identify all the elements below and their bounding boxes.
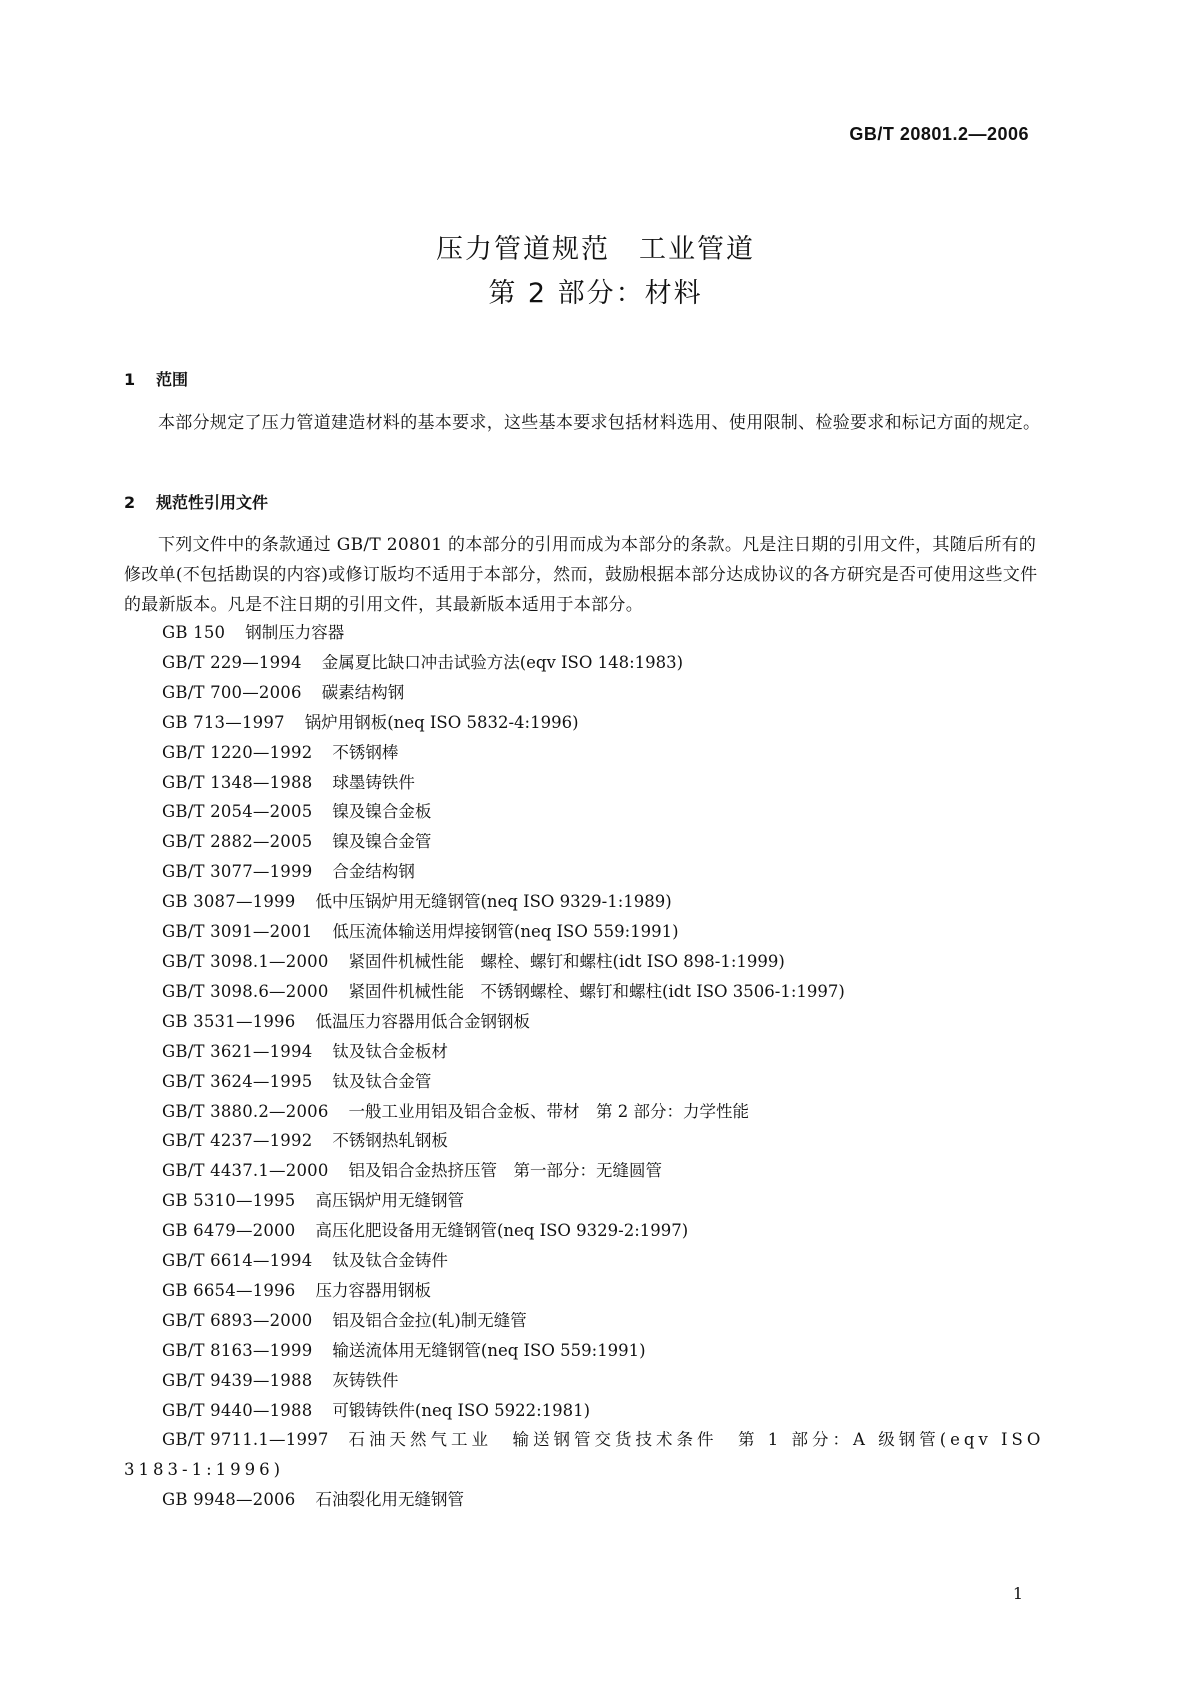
reference-code: GB/T 1348—1988 [162, 772, 313, 792]
reference-code: GB/T 4237—1992 [162, 1131, 313, 1151]
reference-code: GB/T 1220—1992 [162, 742, 313, 762]
section-number: 2 [124, 493, 136, 512]
reference-title: 锅炉用钢板(neq ISO 5832-4:1996) [304, 712, 579, 732]
reference-item [124, 1485, 1054, 1515]
reference-code: GB 3087—1999 [162, 892, 296, 912]
reference-title: 低中压锅炉用无缝钢管(neq ISO 9329-1:1989) [315, 892, 672, 912]
reference-item [124, 797, 1054, 827]
document-subtitle: 第 2 部分：材料 [488, 278, 703, 309]
reference-code: GB/T 229—1994 [162, 652, 302, 672]
reference-code: GB 150 [162, 623, 226, 642]
reference-title: 碳素结构钢 [321, 682, 405, 702]
reference-item [124, 917, 1054, 947]
reference-title: 不锈钢热轧钢板 [332, 1131, 448, 1151]
reference-title: 紧固件机械性能 螺栓、螺钉和螺柱(idt ISO 898-1:1999) [348, 951, 785, 971]
reference-title: 钛及钛合金铸件 [332, 1251, 448, 1271]
reference-title: 不锈钢棒 [332, 742, 399, 762]
reference-item [124, 1336, 1054, 1366]
reference-title: 灰铸铁件 [332, 1370, 399, 1390]
reference-item [124, 708, 1054, 738]
reference-code: GB/T 9439—1988 [162, 1370, 313, 1390]
reference-title: 球墨铸铁件 [332, 772, 415, 792]
reference-title: 合金结构钢 [332, 862, 415, 882]
reference-item [124, 1097, 1054, 1127]
reference-code: GB/T 2882—2005 [162, 832, 313, 852]
reference-item [124, 1126, 1054, 1156]
section-heading-normative-references [124, 490, 268, 513]
reference-item [124, 887, 1054, 917]
reference-code: GB/T 8163—1999 [162, 1340, 313, 1360]
reference-item [124, 618, 1054, 648]
reference-item [124, 857, 1054, 887]
reference-title: 高压锅炉用无缝钢管 [315, 1191, 464, 1211]
reference-item [124, 1216, 1054, 1246]
reference-item [124, 1366, 1054, 1396]
reference-code: GB/T 3621—1994 [162, 1041, 313, 1061]
reference-code: GB/T 2054—2005 [162, 802, 313, 822]
reference-title: 压力容器用钢板 [315, 1280, 431, 1300]
reference-code: GB/T 3098.6—2000 [162, 981, 329, 1001]
reference-item [124, 947, 1054, 977]
reference-title: 铝及铝合金热挤压管 第一部分：无缝圆管 [348, 1161, 663, 1181]
reference-title: 低温压力容器用低合金钢钢板 [315, 1011, 530, 1031]
reference-item [124, 1246, 1054, 1276]
reference-code: GB/T 3091—2001 [162, 922, 313, 942]
reference-code: GB/T 3098.1—2000 [162, 951, 329, 971]
reference-title: 钢制压力容器 [245, 623, 345, 642]
references-intro-paragraph: 下列文件中的条款通过 GB/T 20801 的本部分的引用而成为本部分的条款。凡是注日期的引用文件，其随后所有的修改单(不包括勘误的内容)或修订版均不适用于本部分，然而，鼓励根据本部分达成协议的各方研究是否可使用这些文件的最新版本。凡是不注日期的引用文件，其最新版本适用于本部分。 [124, 535, 1038, 615]
reference-item [124, 738, 1054, 768]
reference-title: 钛及钛合金管 [332, 1071, 432, 1091]
reference-item [124, 648, 1054, 678]
reference-code: GB/T 3624—1995 [162, 1071, 313, 1091]
reference-code: GB/T 9440—1988 [162, 1400, 313, 1420]
reference-code: GB/T 3077—1999 [162, 862, 313, 882]
reference-title: 高压化肥设备用无缝钢管(neq ISO 9329-2:1997) [315, 1221, 689, 1241]
reference-title: 一般工业用铝及铝合金板、带材 第 2 部分：力学性能 [348, 1101, 750, 1121]
reference-code: GB 5310—1995 [162, 1191, 296, 1211]
reference-item [124, 1067, 1054, 1097]
reference-title: 金属夏比缺口冲击试验方法(eqv ISO 148:1983) [321, 652, 684, 672]
reference-code: GB/T 6893—2000 [162, 1310, 313, 1330]
reference-title: 输送流体用无缝钢管(neq ISO 559:1991) [332, 1340, 646, 1360]
reference-item [124, 1186, 1054, 1216]
reference-item [124, 1306, 1054, 1336]
reference-title: 可锻铸铁件(neq ISO 5922:1981) [332, 1400, 591, 1420]
reference-code: GB 713—1997 [162, 712, 285, 732]
scope-paragraph: 本部分规定了压力管道建造材料的基本要求，这些基本要求包括材料选用、使用限制、检验要求和标记方面的规定。 [158, 413, 1041, 433]
reference-item [124, 827, 1054, 857]
reference-item [124, 678, 1054, 708]
reference-item [124, 1007, 1054, 1037]
page-number: 1 [1012, 1584, 1023, 1603]
document-title: 压力管道规范 工业管道 [436, 234, 755, 265]
section-heading-scope [124, 367, 188, 390]
reference-code: GB 6479—2000 [162, 1221, 296, 1241]
section-title: 规范性引用文件 [156, 493, 269, 512]
reference-code: GB/T 4437.1—2000 [162, 1161, 329, 1181]
section-title: 范围 [156, 370, 189, 389]
reference-title: 镍及镍合金板 [332, 802, 432, 822]
reference-code: GB/T 700—2006 [162, 682, 302, 702]
reference-item [124, 768, 1054, 798]
standard-code: GB/T 20801.2—2006 [849, 124, 1029, 144]
reference-title: 紧固件机械性能 不锈钢螺栓、螺钉和螺柱(idt ISO 3506-1:1997) [348, 981, 845, 1001]
reference-code: GB 3531—1996 [162, 1011, 296, 1031]
reference-list [124, 618, 1054, 1515]
reference-item [124, 1396, 1054, 1426]
reference-title: 低压流体输送用焊接钢管(neq ISO 559:1991) [332, 922, 679, 942]
reference-item [124, 1037, 1054, 1067]
reference-code: GB 6654—1996 [162, 1280, 296, 1300]
reference-title: 石油裂化用无缝钢管 [315, 1490, 464, 1510]
reference-code: GB 9948—2006 [162, 1490, 296, 1510]
reference-item [124, 1425, 1054, 1485]
reference-item [124, 1156, 1054, 1186]
reference-item [124, 1276, 1054, 1306]
reference-code: GB/T 3880.2—2006 [162, 1101, 329, 1121]
reference-title: 镍及镍合金管 [332, 832, 432, 852]
reference-title: 钛及钛合金板材 [332, 1041, 448, 1061]
reference-title: 石油天然气工业 输送钢管交货技术条件 第 1 部分：A 级钢管(eqv ISO 3183-1:1996) [124, 1430, 1045, 1480]
reference-code: GB/T 9711.1—1997 [162, 1430, 329, 1450]
reference-title: 铝及铝合金拉(轧)制无缝管 [332, 1310, 527, 1330]
reference-code: GB/T 6614—1994 [162, 1251, 313, 1271]
section-number: 1 [124, 370, 136, 389]
reference-item [124, 977, 1054, 1007]
